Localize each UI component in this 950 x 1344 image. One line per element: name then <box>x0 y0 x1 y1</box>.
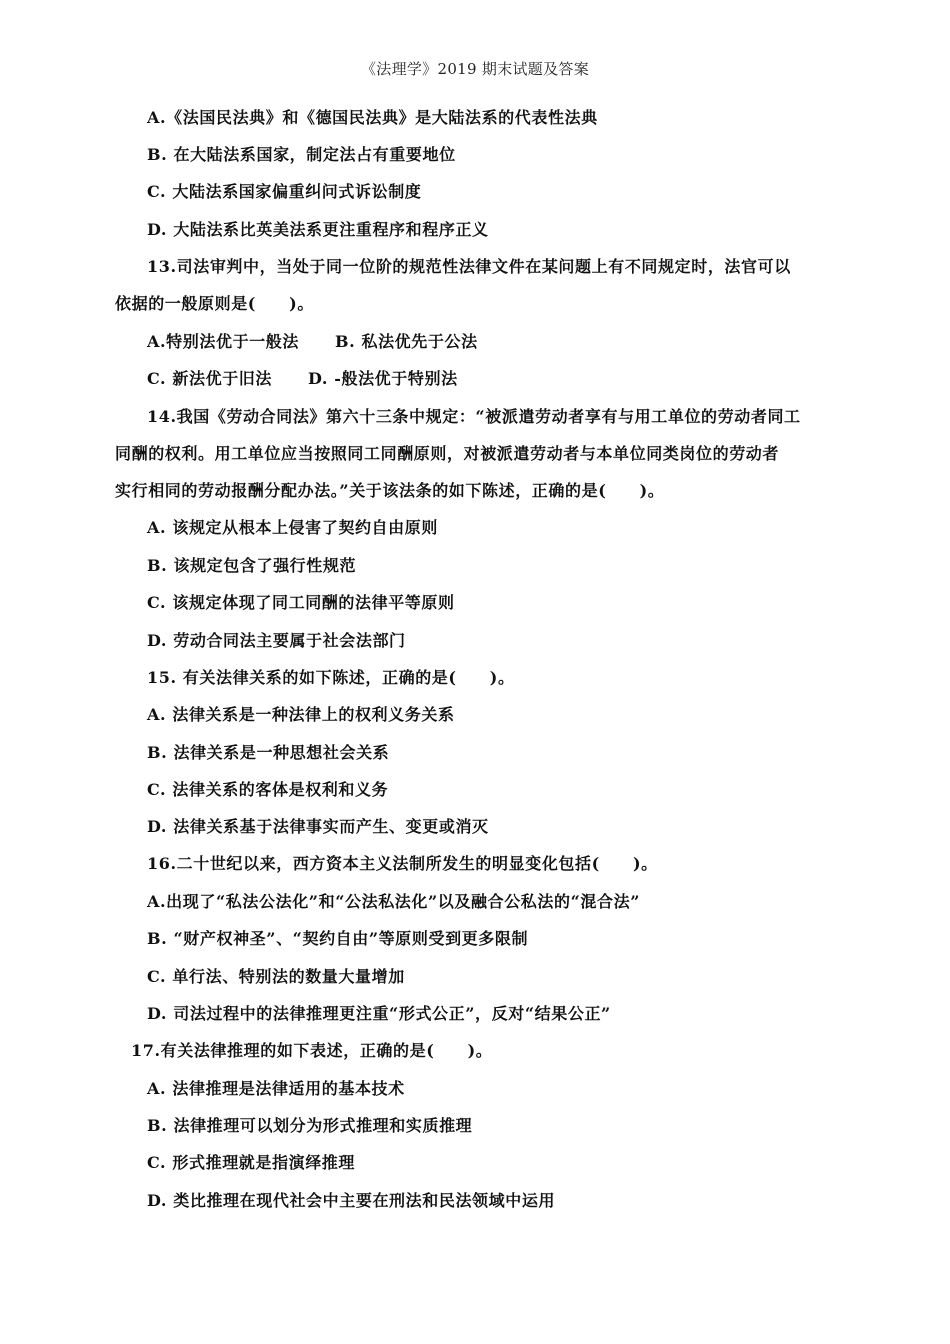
q14-stem-line1: 14.我国《劳动合同法》第六十三条中规定：“被派遣劳动者享有与用工单位的劳动者同工 <box>147 407 801 426</box>
q15-option-c: C. 法律关系的客体是权利和义务 <box>147 780 389 799</box>
q17-stem: 17.有关法律推理的如下表述，正确的是( )。 <box>131 1041 493 1060</box>
q15-option-a: A. 法律关系是一种法律上的权利义务关系 <box>147 705 455 724</box>
q14-option-d: D. 劳动合同法主要属于社会法部门 <box>147 631 406 650</box>
q13-option-a: A.特别法优于一般法 <box>147 332 299 351</box>
q15-option-d: D. 法律关系基于法律事实而产生、变更或消灭 <box>147 817 489 836</box>
q14-option-c: C. 该规定体现了同工同酬的法律平等原则 <box>147 593 455 612</box>
q12-option-a: A.《法国民法典》和《德国民法典》是大陆法系的代表性法典 <box>147 108 598 127</box>
q16-option-c: C. 单行法、特别法的数量大量增加 <box>147 967 405 986</box>
q17-option-d: D. 类比推理在现代社会中主要在刑法和民法领域中运用 <box>147 1191 556 1210</box>
q14-option-b: B. 该规定包含了强行性规范 <box>147 556 357 575</box>
q15-option-b: B. 法律关系是一种思想社会关系 <box>147 743 390 762</box>
q17-option-b: B. 法律推理可以划分为形式推理和实质推理 <box>147 1116 473 1135</box>
q12-option-c: C. 大陆法系国家偏重纠问式诉讼制度 <box>147 182 422 201</box>
q13-stem-line2: 依据的一般原则是( )。 <box>115 294 314 313</box>
q17-option-c: C. 形式推理就是指演绎推理 <box>147 1153 355 1172</box>
q17-option-a: A. 法律推理是法律适用的基本技术 <box>147 1079 405 1098</box>
q16-option-b: B. “财产权神圣”、“契约自由”等原则受到更多限制 <box>147 929 529 948</box>
q13-option-b: B. 私法优先于公法 <box>335 332 478 351</box>
q14-stem-line2: 同酬的权利。用工单位应当按照同工同酬原则，对被派遣劳动者与本单位同类岗位的劳动者 <box>115 444 780 463</box>
q12-option-d: D. 大陆法系比英美法系更注重程序和程序正义 <box>147 220 489 239</box>
q13-option-c: C. 新法优于旧法 <box>147 369 272 388</box>
page-header: 《法理学》2019 期末试题及答案 <box>360 60 590 78</box>
q13-stem-line1: 13.司法审判中，当处于同一位阶的规范性法律文件在某问题上有不同规定时，法官可以 <box>147 257 791 276</box>
q12-option-b: B. 在大陆法系国家，制定法占有重要地位 <box>147 145 456 164</box>
q14-stem-line3: 实行相同的劳动报酬分配办法。”关于该法条的如下陈述，正确的是( )。 <box>115 481 665 500</box>
q14-option-a: A. 该规定从根本上侵害了契约自由原则 <box>147 518 438 537</box>
q16-option-a: A.出现了“私法公法化”和“公法私法化”以及融合公私法的“混合法” <box>147 892 641 911</box>
q15-stem: 15. 有关法律关系的如下陈述，正确的是( )。 <box>147 668 515 687</box>
q13-options-row1 <box>147 332 478 352</box>
q13-option-d: D. -般法优于特别法 <box>308 369 458 388</box>
q16-stem: 16.二十世纪以来，西方资本主义法制所发生的明显变化包括( )。 <box>147 854 658 873</box>
q13-options-row2 <box>147 369 458 389</box>
q16-option-d: D. 司法过程中的法律推理更注重“形式公正”，反对“结果公正” <box>147 1004 611 1023</box>
